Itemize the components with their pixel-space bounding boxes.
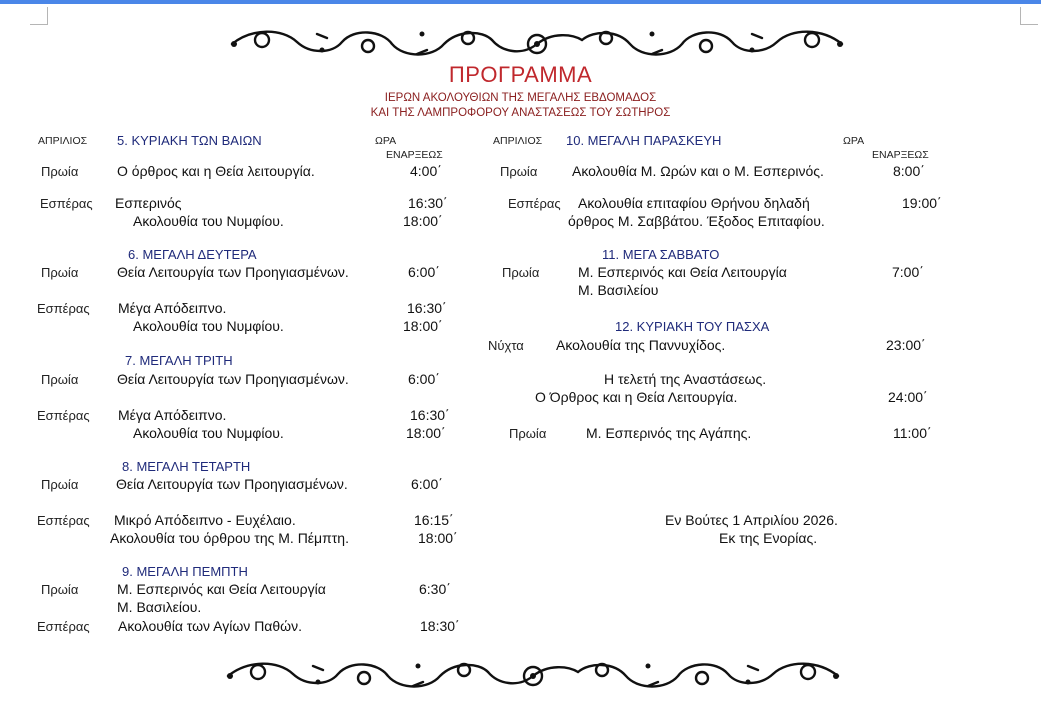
day8-evening-service-2: Ακολουθία του όρθρου της Μ. Πέμπτη. xyxy=(110,530,349,546)
day12-morning-service: Μ. Εσπερινός της Αγάπης. xyxy=(586,425,752,441)
subtitle-line-1: ΙΕΡΩΝ ΑΚΟΛΟΥΘΙΩΝ ΤΗΣ ΜΕΓΑΛΗΣ ΕΒΔΟΜΑΔΟΣ xyxy=(384,92,657,104)
day6-evening-service-1: Μέγα Απόδειπνο. xyxy=(118,300,227,316)
day12-resurrection-time: 24:00΄ xyxy=(888,389,928,405)
day10-evening-label: Εσπέρας xyxy=(508,196,561,211)
day10-heading: 10. ΜΕΓΑΛΗ ΠΑΡΑΣΚΕΥΗ xyxy=(566,133,722,148)
left-time-label-1: ΩΡΑ xyxy=(375,135,397,147)
day8-morning-service: Θεία Λειτουργία των Προηγιασμένων. xyxy=(116,476,348,492)
day12-heading: 12. ΚΥΡΙΑΚΗ ΤΟΥ ΠΑΣΧΑ xyxy=(615,319,770,334)
day5-heading: 5. ΚΥΡΙΑΚΗ ΤΩΝ ΒΑΙΩΝ xyxy=(117,133,262,148)
day7-evening-time-2: 18:00΄ xyxy=(406,425,446,441)
day11-heading: 11. ΜΕΓΑ ΣΑΒΒΑΤΟ xyxy=(602,247,720,262)
right-time-label-1: ΩΡΑ xyxy=(843,135,865,147)
day7-evening-service-1: Μέγα Απόδειπνο. xyxy=(118,407,227,423)
day6-morning-service: Θεία Λειτουργία των Προηγιασμένων. xyxy=(117,264,349,280)
day8-morning-time: 6:00΄ xyxy=(411,476,443,492)
day5-evening-time-1: 16:30΄ xyxy=(408,195,448,211)
day6-evening-label: Εσπέρας xyxy=(37,301,90,316)
day9-evening-service: Ακολουθία των Αγίων Παθών. xyxy=(118,618,303,634)
day9-morning-service-2: Μ. Βασιλείου. xyxy=(117,599,202,615)
top-accent-bar xyxy=(0,0,1041,4)
day7-evening-service-2: Ακολουθία του Νυμφίου. xyxy=(133,425,284,441)
day9-evening-time: 18:30΄ xyxy=(420,618,460,634)
day10-morning-service: Ακολουθία Μ. Ωρών και ο Μ. Εσπερινός. xyxy=(572,163,824,179)
day7-morning-service: Θεία Λειτουργία των Προηγιασμένων. xyxy=(117,371,349,387)
day5-evening-service-2: Ακολουθία του Νυμφίου. xyxy=(133,213,284,229)
right-month-label: ΑΠΡΙΛΙΟΣ xyxy=(493,135,543,147)
day10-evening-time: 19:00΄ xyxy=(902,195,942,211)
subtitle-line-2: ΚΑΙ ΤΗΣ ΛΑΜΠΡΟΦΟΡΟΥ ΑΝΑΣΤΑΣΕΩΣ ΤΟΥ ΣΩΤΗΡΟΣ xyxy=(370,107,671,119)
day5-morning-time: 4:00΄ xyxy=(410,163,442,179)
day12-morning-label: Πρωία xyxy=(509,426,547,441)
ornament-top-icon xyxy=(222,26,852,62)
day6-morning-label: Πρωία xyxy=(41,265,79,280)
day5-evening-label: Εσπέρας xyxy=(40,196,93,211)
day11-morning-service-2: Μ. Βασιλείου xyxy=(578,282,659,298)
day12-resurrection-line-1: Η τελετή της Αναστάσεως. xyxy=(604,371,767,387)
day11-morning-time: 7:00΄ xyxy=(892,264,924,280)
crop-mark-left xyxy=(30,7,48,25)
day9-heading: 9. ΜΕΓΑΛΗ ΠΕΜΠΤΗ xyxy=(122,564,248,579)
day5-evening-time-2: 18:00΄ xyxy=(403,213,443,229)
day10-evening-service-2: όρθρος Μ. Σαββάτου. Έξοδος Επιταφίου. xyxy=(568,213,825,229)
day12-night-service: Ακολουθία της Παννυχίδος. xyxy=(556,337,726,353)
crop-mark-right xyxy=(1020,7,1038,25)
day12-morning-time: 11:00΄ xyxy=(893,425,932,441)
day6-morning-time: 6:00΄ xyxy=(408,264,440,280)
day11-morning-service-1: Μ. Εσπερινός και Θεία Λειτουργία xyxy=(578,264,787,280)
day7-morning-time: 6:00΄ xyxy=(408,371,440,387)
day8-heading: 8. ΜΕΓΑΛΗ ΤΕΤΑΡΤΗ xyxy=(122,459,251,474)
day9-morning-label: Πρωία xyxy=(41,582,79,597)
left-month-label: ΑΠΡΙΛΙΟΣ xyxy=(38,135,88,147)
day5-morning-service: Ο όρθρος και η Θεία λειτουργία. xyxy=(117,163,315,179)
day6-evening-time-2: 18:00΄ xyxy=(403,318,443,334)
left-time-label-2: ΕΝΑΡΞΕΩΣ xyxy=(386,149,443,161)
day7-heading: 7. ΜΕΓΑΛΗ ΤΡΙΤΗ xyxy=(125,353,233,368)
day12-night-time: 23:00΄ xyxy=(886,337,926,353)
day8-evening-time-1: 16:15΄ xyxy=(414,512,454,528)
day12-resurrection-line-2: Ο Όρθρος και η Θεία Λειτουργία. xyxy=(535,389,738,405)
day10-morning-time: 8:00΄ xyxy=(893,163,925,179)
day10-evening-service-1: Ακολουθία επιταφίου Θρήνου δηλαδή xyxy=(578,195,810,211)
day7-evening-time-1: 16:30΄ xyxy=(410,407,450,423)
day6-evening-service-2: Ακολουθία του Νυμφίου. xyxy=(133,318,284,334)
closing-date: Εν Βούτες 1 Απριλίου 2026. xyxy=(665,512,838,528)
day9-morning-time: 6:30΄ xyxy=(419,581,451,597)
day6-evening-time-1: 16:30΄ xyxy=(407,300,447,316)
day8-evening-time-2: 18:00΄ xyxy=(418,530,458,546)
closing-signature: Εκ της Ενορίας. xyxy=(719,530,818,546)
day10-morning-label: Πρωία xyxy=(500,164,538,179)
ornament-bottom-icon xyxy=(218,656,848,694)
day8-evening-service-1: Μικρό Απόδειπνο - Ευχέλαιο. xyxy=(114,512,296,528)
day5-evening-service-1: Εσπερινός xyxy=(115,195,182,211)
page-title: ΠΡΟΓΡΑΜΜΑ xyxy=(448,62,593,87)
day9-morning-service-1: Μ. Εσπερινός και Θεία Λειτουργία xyxy=(117,581,326,597)
right-time-label-2: ΕΝΑΡΞΕΩΣ xyxy=(872,149,929,161)
day9-evening-label: Εσπέρας xyxy=(37,619,90,634)
day5-morning-label: Πρωία xyxy=(41,164,79,179)
day7-evening-label: Εσπέρας xyxy=(37,408,90,423)
day12-night-label: Νύχτα xyxy=(488,338,524,353)
day7-morning-label: Πρωία xyxy=(41,372,79,387)
day8-evening-label: Εσπέρας xyxy=(37,513,90,528)
day6-heading: 6. ΜΕΓΑΛΗ ΔΕΥΤΕΡΑ xyxy=(128,247,257,262)
day11-morning-label: Πρωία xyxy=(502,265,540,280)
day8-morning-label: Πρωία xyxy=(41,477,79,492)
